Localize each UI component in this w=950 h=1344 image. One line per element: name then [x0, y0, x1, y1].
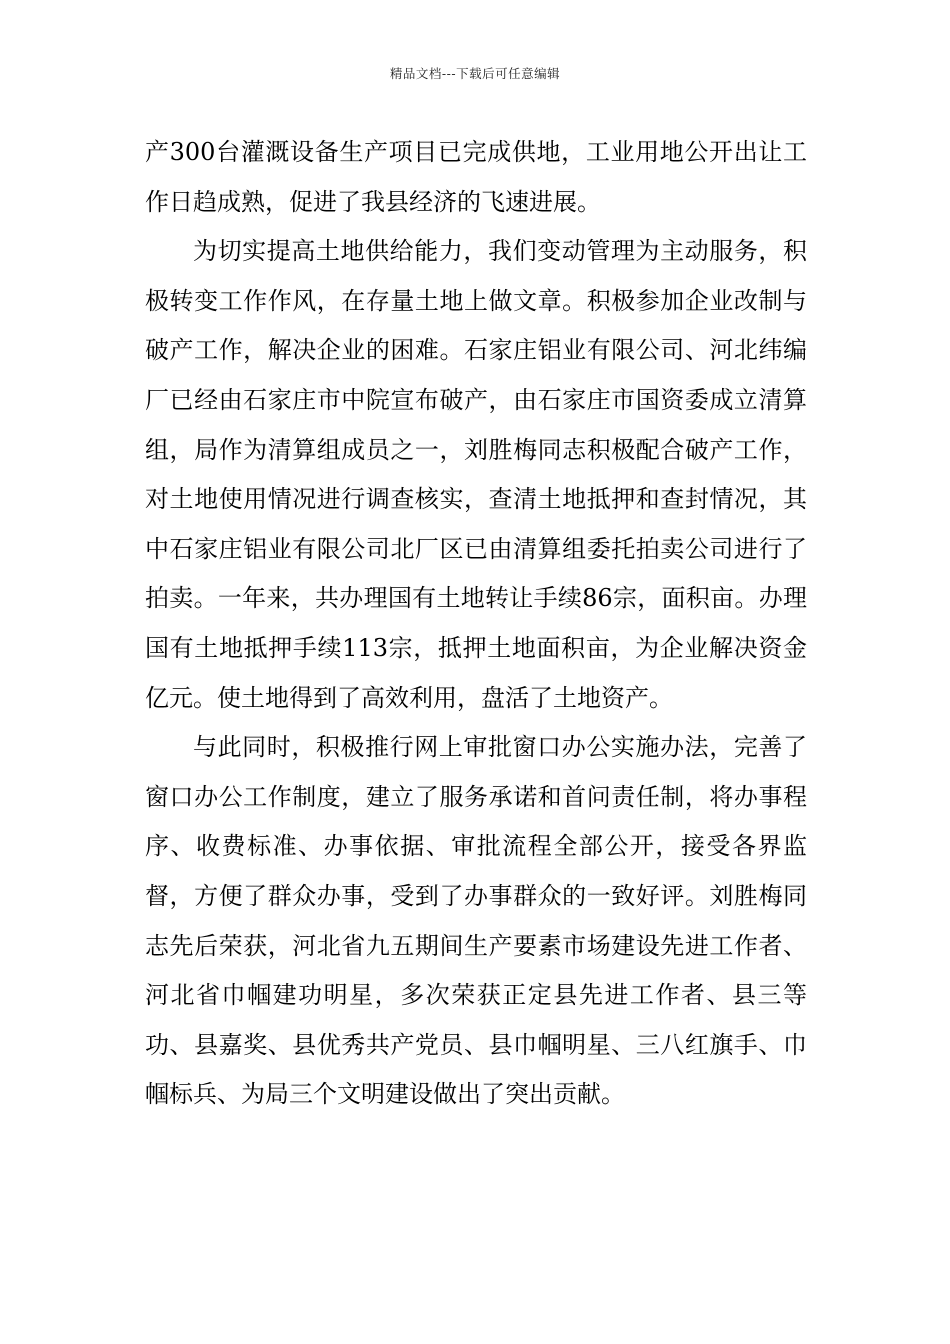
paragraph-3: 与此同时，积极推行网上审批窗口办公实施办法，完善了窗口办公工作制度，建立了服务承诺和首问责任制，将办事程序、收费标准、办事依据、审批流程全部公开，接受各界监督，方便了群众办事，受到了办事群众的一致好评。刘胜梅同志先后荣获，河北省九五期间生产要素市场建设先进工作者、河北省巾帼建功明星，多次荣获正定县先进工作者、县三等功、县嘉奖、县优秀共产党员、县巾帼明星、三八红旗手、巾帼标兵、为局三个文明建设做出了突出贡献。 — [145, 733, 807, 1109]
paragraph-2: 为切实提高土地供给能力，我们变动管理为主动服务，积极转变工作作风，在存量土地上做文章。积极参加企业改制与破产工作，解决企业的困难。石家庄铝业有限公司、河北纬编厂已经由石家庄市中院宣布破产，由石家庄市国资委成立清算组，局作为清算组成员之一，刘胜梅同志积极配合破产工作，对土地使用情况进行调查核实，查清土地抵押和查封情况，其中石家庄铝业有限公司北厂区已由清算组委托拍卖公司进行了拍卖。一年来，共办理国有土地转让手续86宗，面积亩。办理国有土地抵押手续113宗，抵押土地面积亩，为企业解决资金亿元。使土地得到了高效利用，盘活了土地资产。 — [145, 237, 807, 712]
page-header: 精品文档---下载后可任意编辑 — [389, 66, 561, 81]
document-body — [145, 128, 807, 1120]
paragraph-1: 产300台灌溉设备生产项目已完成供地，工业用地公开出让工作日趋成熟，促进了我县经济的飞速进展。 — [145, 138, 807, 216]
